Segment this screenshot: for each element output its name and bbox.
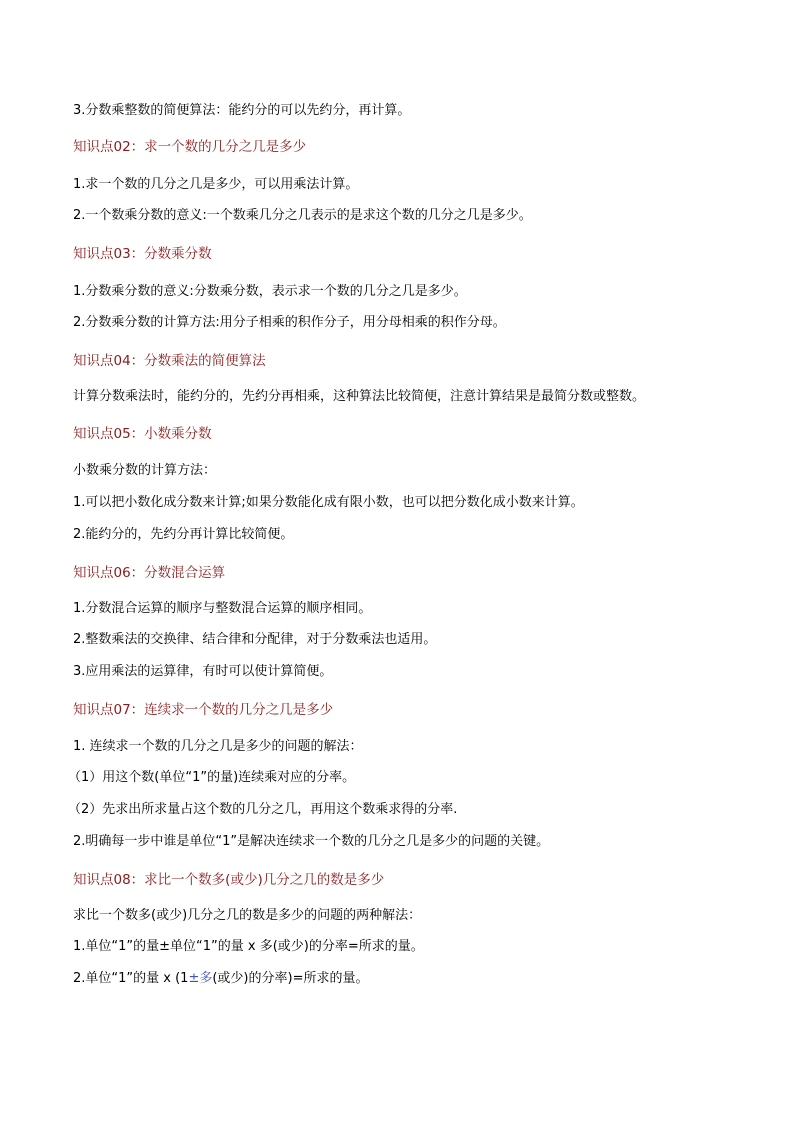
text-line: 3.应用乘法的运算律，有时可以使计算简便。	[73, 664, 333, 679]
text-line: 1.分数混合运算的顺序与整数混合运算的顺序相同。	[73, 601, 372, 616]
section-heading: 知识点04：分数乘法的简便算法	[73, 353, 266, 369]
text-line: 计算分数乘法时，能约分的，先约分再相乘，这种算法比较简便，注意计算结果是最简分数或整数。	[73, 389, 646, 404]
section-heading: 知识点03：分数乘分数	[73, 246, 212, 262]
text-line: （1）用这个数(单位“1”的量)连续乘对应的分率。	[68, 770, 356, 785]
section-heading: 知识点08：求比一个数多(或少)几分之几的数是多少	[73, 872, 385, 888]
text-line: 3.分数乘整数的简便算法：能约分的可以先约分，再计算。	[73, 103, 411, 118]
section-heading: 知识点06：分数混合运算	[73, 565, 226, 581]
text-segment: 2.单位“1”的量 x (1	[73, 971, 189, 986]
section-heading: 知识点07：连续求一个数的几分之几是多少	[73, 702, 334, 718]
text-line: 1.单位“1”的量±单位“1”的量 x 多(或少)的分率=所求的量。	[73, 939, 424, 954]
section-heading: 知识点05：小数乘分数	[73, 426, 212, 442]
text-line: 小数乘分数的计算方法：	[73, 463, 217, 478]
text-line: 1. 连续求一个数的几分之几是多少的问题的解法：	[73, 739, 363, 754]
text-line: 1.求一个数的几分之几是多少，可以用乘法计算。	[73, 177, 359, 192]
text-line	[73, 971, 368, 987]
text-line: 求比一个数多(或少)几分之几的数是多少的问题的两种解法：	[73, 908, 422, 923]
text-line: 2.明确每一步中谁是单位“1”是解决连续求一个数的几分之几是多少的问题的关键。	[73, 834, 550, 849]
text-segment-accent: ±多	[188, 971, 213, 986]
text-line: 2.一个数乘分数的意义:一个数乘几分之几表示的是求这个数的几分之几是多少。	[73, 208, 532, 223]
text-line: 1.可以把小数化成分数来计算;如果分数能化成有限小数，也可以把分数化成小数来计算。	[73, 495, 584, 510]
text-line: 2.能约分的，先约分再计算比较简便。	[73, 527, 294, 542]
text-segment: (或少)的分率)=所求的量。	[212, 971, 369, 986]
text-line: 2.整数乘法的交换律、结合律和分配律，对于分数乘法也适用。	[73, 632, 437, 647]
text-line: 1.分数乘分数的意义:分数乘分数，表示求一个数的几分之几是多少。	[73, 284, 467, 299]
text-line: （2）先求出所求量占这个数的几分之几，再用这个数乘求得的分率.	[68, 802, 458, 817]
section-heading: 知识点02：求一个数的几分之几是多少	[73, 139, 307, 155]
text-line: 2.分数乘分数的计算方法:用分子相乘的积作分子，用分母相乘的积作分母。	[73, 315, 506, 330]
